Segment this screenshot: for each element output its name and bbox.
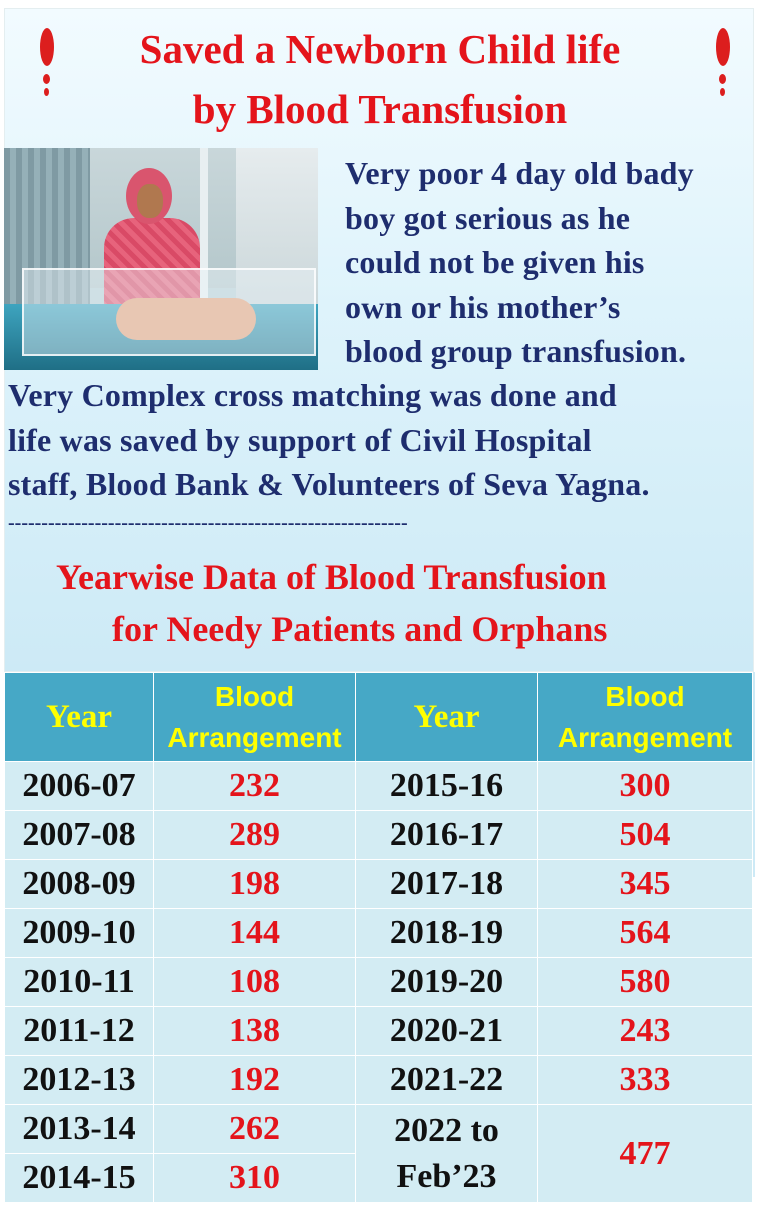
value-cell: 345 <box>538 860 753 909</box>
value-cell: 243 <box>538 1007 753 1056</box>
table-row <box>5 1007 753 1056</box>
value-cell: 333 <box>538 1056 753 1105</box>
value-cell: 504 <box>538 811 753 860</box>
year-cell: 2013-14 <box>5 1105 154 1154</box>
year-cell: 2016-17 <box>356 811 538 860</box>
table-row <box>5 762 753 811</box>
table-row <box>5 811 753 860</box>
year-cell: 2011-12 <box>5 1007 154 1056</box>
year-cell: 2010-11 <box>5 958 154 1007</box>
story-line-1: Very poor 4 day old bady <box>345 155 694 191</box>
header-arrangement-left: Blood Arrangement <box>154 673 356 762</box>
story-line-4: own or his mother’s <box>345 289 621 325</box>
value-cell: 232 <box>154 762 356 811</box>
header-year-left: Year <box>5 673 154 762</box>
value-cell: 289 <box>154 811 356 860</box>
value-cell: 262 <box>154 1105 356 1154</box>
year-cell: 2007-08 <box>5 811 154 860</box>
year-cell: 2019-20 <box>356 958 538 1007</box>
value-cell: 477 <box>538 1105 753 1203</box>
value-cell: 310 <box>154 1154 356 1203</box>
value-cell: 564 <box>538 909 753 958</box>
value-cell: 580 <box>538 958 753 1007</box>
page-title-line2: by Blood Transfusion <box>192 86 568 132</box>
year-cell: 2006-07 <box>5 762 154 811</box>
table-row <box>5 860 753 909</box>
story-line-5: blood group transfusion. <box>345 333 687 369</box>
story-line-6: Very Complex cross matching was done and <box>8 377 617 413</box>
yearwise-data-table <box>4 672 752 1203</box>
value-cell: 138 <box>154 1007 356 1056</box>
table-row <box>5 958 753 1007</box>
year-cell: 2021-22 <box>356 1056 538 1105</box>
year-cell: 2008-09 <box>5 860 154 909</box>
section-title-line1: Yearwise Data of Blood Transfusion <box>56 557 607 597</box>
year-cell: 2017-18 <box>356 860 538 909</box>
value-cell: 108 <box>154 958 356 1007</box>
table-row <box>5 1105 753 1154</box>
value-cell: 144 <box>154 909 356 958</box>
year-cell: 2022 to Feb’23 <box>356 1105 538 1203</box>
table-row <box>5 909 753 958</box>
value-cell: 198 <box>154 860 356 909</box>
dashed-separator: ------------------------------------------------------------ <box>8 512 408 534</box>
story-line-7: life was saved by support of Civil Hospital <box>8 422 592 458</box>
header-year-right: Year <box>356 673 538 762</box>
story-line-2: boy got serious as he <box>345 200 631 236</box>
year-cell: 2015-16 <box>356 762 538 811</box>
story-line-8: staff, Blood Bank & Volunteers of Seva Yagna. <box>8 466 650 502</box>
year-cell: 2018-19 <box>356 909 538 958</box>
table-row <box>5 1056 753 1105</box>
page-title-line1: Saved a Newborn Child life <box>139 26 621 72</box>
year-cell: 2014-15 <box>5 1154 154 1203</box>
header-arrangement-right: Blood Arrangement <box>538 673 753 762</box>
year-cell: 2012-13 <box>5 1056 154 1105</box>
year-cell: 2009-10 <box>5 909 154 958</box>
value-cell: 300 <box>538 762 753 811</box>
year-cell: 2020-21 <box>356 1007 538 1056</box>
story-line-3: could not be given his <box>345 244 645 280</box>
mother-with-newborn-in-incubator-photo <box>4 148 318 370</box>
value-cell: 192 <box>154 1056 356 1105</box>
section-title-line2: for Needy Patients and Orphans <box>112 609 608 649</box>
